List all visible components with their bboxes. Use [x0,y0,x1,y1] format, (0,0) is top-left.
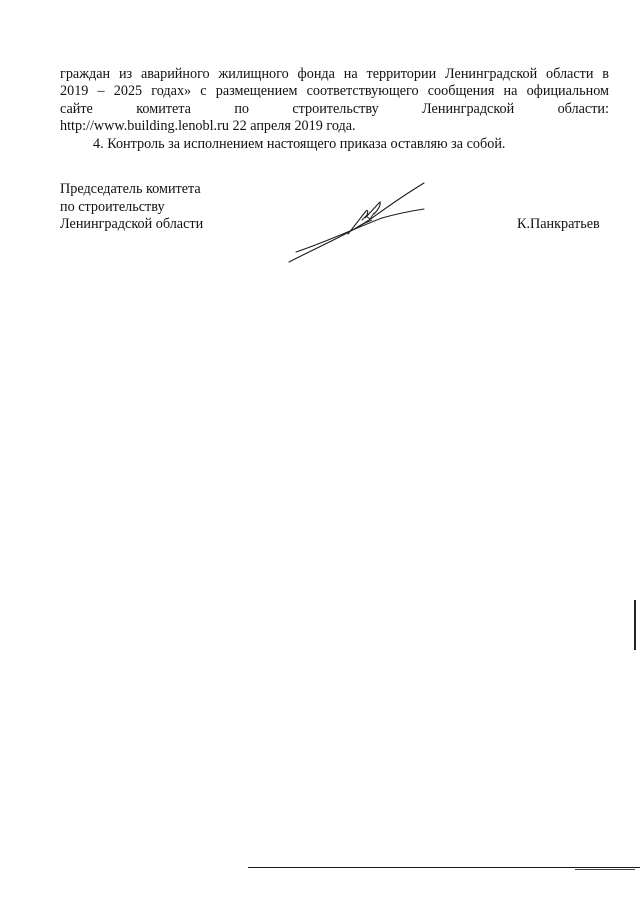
word: по [234,100,249,117]
paragraph-line-3 [60,101,609,118]
signatory-title-line-2: по строительству [60,198,165,215]
word: Ленинградской [422,100,515,117]
word: сайте [60,100,93,117]
paragraph-line-2-text: 2019 – 2025 годах» с размещением соответствующего сообщения на официальном [60,83,609,100]
signatory-title-line-3: Ленинградской области [60,216,204,233]
word: области: [557,100,609,117]
word: строительству [292,100,379,117]
signatory-title-line-1: Председатель комитета [60,181,201,197]
bottom-rule-line-secondary [575,869,635,870]
signatory-name: К.Панкратьев [517,216,600,232]
paragraph-line-1 [60,66,609,83]
paragraph-line-2 [60,83,609,100]
scan-edge-mark [634,600,636,650]
word: комитета [136,100,191,117]
handwritten-signature-icon [286,180,428,264]
item-4-control-clause: 4. Контроль за исполнением настоящего приказа оставляю за собой. [93,136,506,153]
body-text [60,66,609,153]
bottom-rule-line [248,867,640,868]
paragraph-line-1-text: граждан из аварийного жилищного фонда на территории Ленинградской области в [60,66,609,82]
paragraph-line-4-url: http://www.building.lenobl.ru 22 апреля 2019 года. [60,117,356,134]
signatory-title [60,181,203,234]
